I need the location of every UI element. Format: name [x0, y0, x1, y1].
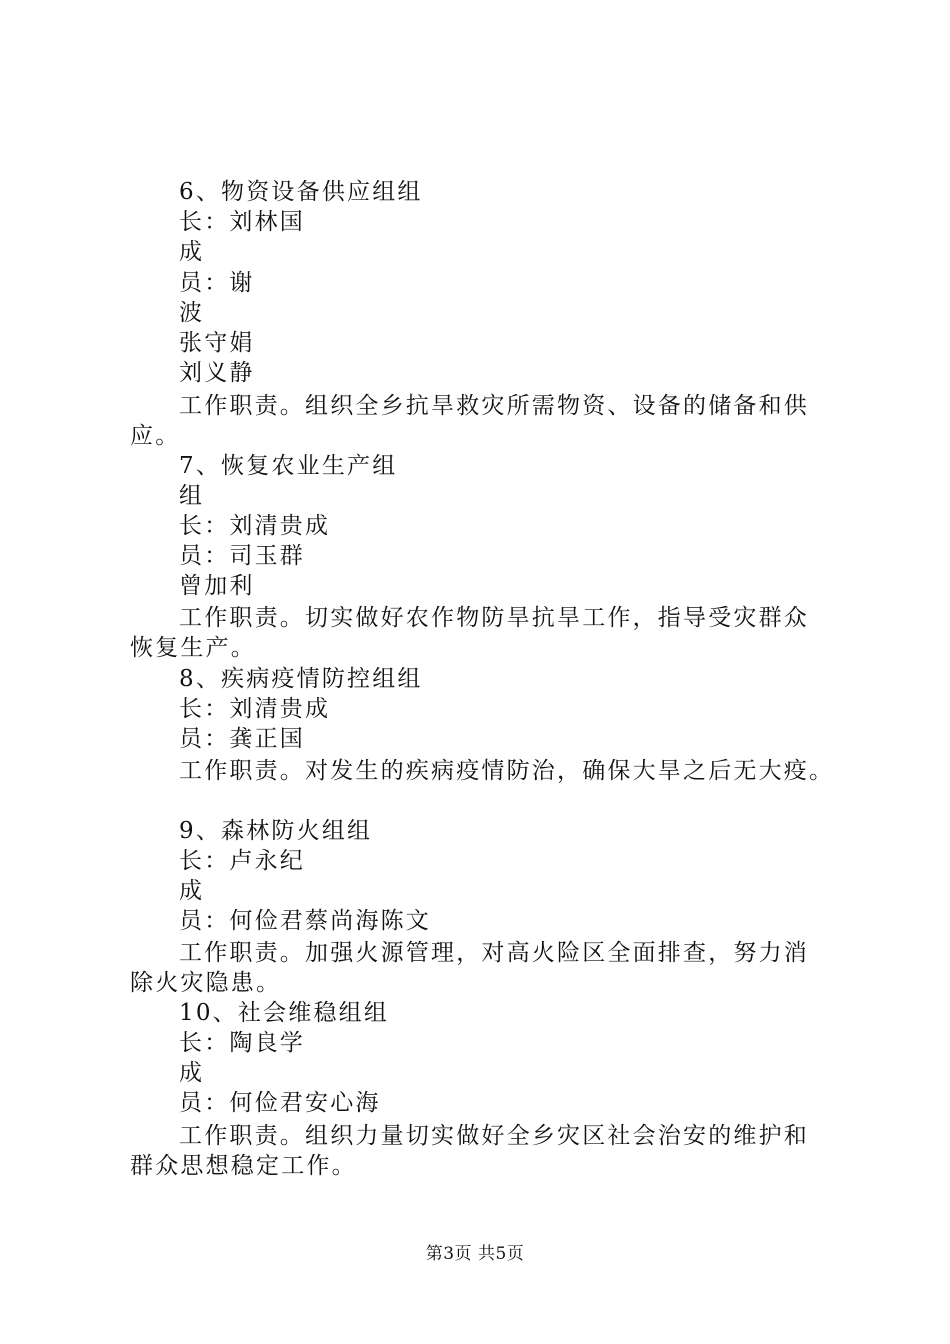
section-8-heading: 8、疾病疫情防控组组: [179, 666, 423, 692]
section-9-members: 员：何俭君蔡尚海陈文: [179, 908, 431, 934]
section-8-leader: 长：刘清贵成: [179, 696, 331, 722]
section-9-duty: 工作职责。加强火源管理，对高火险区全面排查，努力消: [179, 940, 809, 966]
page-number-footer: 第3页 共5页: [425, 1244, 525, 1264]
section-7-duty-continued: 恢复生产。: [130, 635, 256, 661]
section-6-member-line: 张守娟: [179, 330, 255, 356]
section-6-leader: 长：刘林国: [179, 209, 305, 235]
section-6-duty: 工作职责。组织全乡抗旱救灾所需物资、设备的储备和供: [179, 393, 809, 419]
section-9-members-label: 成: [179, 878, 205, 904]
section-7-leader: 长：刘清贵成: [179, 513, 331, 539]
section-10-leader: 长：陶良学: [179, 1030, 305, 1056]
section-9-leader: 长：卢永纪: [179, 848, 305, 874]
section-6-duty-continued: 应。: [130, 423, 181, 449]
section-7-duty: 工作职责。切实做好农作物防旱抗旱工作，指导受灾群众: [179, 605, 809, 631]
section-7-members: 员：司玉群: [179, 543, 305, 569]
section-8-duty: 工作职责。对发生的疾病疫情防治，确保大旱之后无大疫。: [179, 758, 835, 784]
section-8-members: 员：龚正国: [179, 726, 305, 752]
section-7-leader-label: 组: [179, 483, 205, 509]
section-10-duty: 工作职责。组织力量切实做好全乡灾区社会治安的维护和: [179, 1123, 809, 1149]
section-10-heading: 10、社会维稳组组: [179, 1000, 390, 1026]
section-6-member-line: 波: [179, 300, 205, 326]
section-7-heading: 7、恢复农业生产组: [179, 453, 398, 479]
section-10-members-label: 成: [179, 1060, 205, 1086]
section-9-heading: 9、森林防火组组: [179, 818, 373, 844]
section-10-duty-continued: 群众思想稳定工作。: [130, 1153, 357, 1179]
section-7-member-line: 曾加利: [179, 573, 255, 599]
section-6-member-line: 刘义静: [179, 360, 255, 386]
section-6-heading: 6、物资设备供应组组: [179, 179, 423, 205]
section-6-members: 员：谢: [179, 270, 255, 296]
section-10-members: 员：何俭君安心海: [179, 1090, 381, 1116]
section-6-members-label: 成: [179, 239, 205, 265]
section-9-duty-continued: 除火灾隐患。: [130, 970, 282, 996]
